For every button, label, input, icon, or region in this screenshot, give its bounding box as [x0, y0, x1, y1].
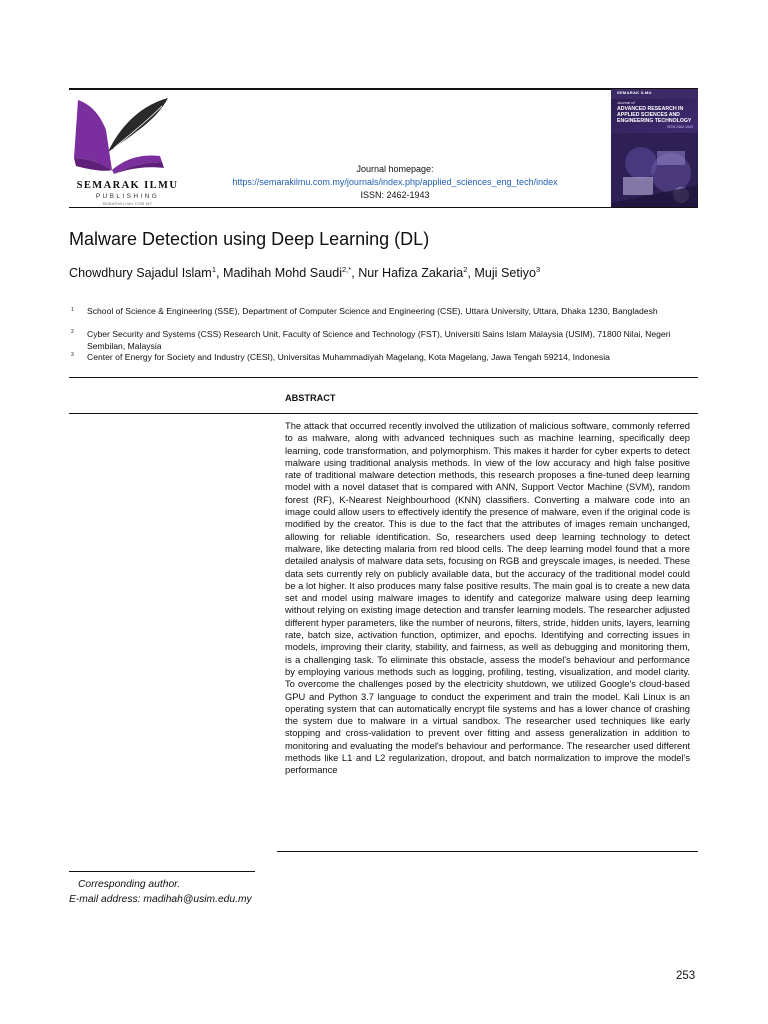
cover-title [617, 106, 695, 124]
journal-homepage-link[interactable]: https://semarakilmu.com.my/journals/index.php/applied_sciences_eng_tech/index [232, 177, 558, 187]
affiliation-text: Cyber Security and Systems (CSS) Research Unit, Faculty of Science and Technology (FST), Universiti Sains Islam Malaysia (USIM), 71800 Nilai, Negeri Sembilan, Malaysia [87, 329, 671, 351]
abstract-top-rule [69, 413, 698, 414]
author-affiliation-mark: 2 [463, 265, 468, 274]
cover-title-line: ADVANCED RESEARCH IN [617, 106, 684, 112]
author-separator: , [351, 266, 359, 280]
header-bottom-rule [69, 207, 698, 208]
publisher-name: SEMARAK ILMU [76, 180, 179, 191]
affiliation-number: 2 [71, 329, 74, 335]
book-feather-icon [70, 92, 180, 182]
author-affiliation-mark: 3 [535, 265, 541, 274]
affiliation-rule [69, 377, 698, 378]
journal-info [190, 163, 600, 202]
issn: ISSN: 2462-1943 [360, 190, 430, 200]
author-list [69, 266, 540, 280]
cover-publisher: SEMARAK ILMU [617, 90, 652, 95]
journal-cover-image [611, 89, 698, 207]
affiliation-text: Center of Energy for Society and Industry (CESI), Universitas Muhammadiyah Magelang, Kota Magelang, Jawa Tengah 59214, Indonesia [87, 352, 610, 362]
author-name: Muji Setiyo [474, 266, 536, 280]
author-affiliation-mark: 2,* [342, 265, 352, 274]
cover-title-line: ENGINEERING TECHNOLOGY [617, 118, 692, 124]
homepage-label: Journal homepage: [356, 164, 434, 174]
author-name: Nur Hafiza Zakaria [358, 266, 464, 280]
author-name: Chowdhury Sajadul Islam [69, 266, 212, 280]
cover-artwork [611, 133, 698, 207]
footnote-rule [69, 871, 255, 872]
page-number: 253 [676, 970, 696, 982]
author-separator: , [467, 266, 475, 280]
cover-journal-of: Journal of [617, 100, 635, 105]
affiliation-text: School of Science & Engineering (SSE), Department of Computer Science and Engineering (CSE), Uttara University, Uttara, Dhaka 1230, Bangladesh [87, 306, 658, 316]
author-name: Madihah Mohd Saudi [222, 266, 343, 280]
abstract-bottom-rule [277, 851, 698, 852]
affiliation-number: 3 [71, 352, 74, 358]
affiliation-number: 1 [71, 307, 74, 313]
header-top-rule [69, 88, 698, 90]
abstract-heading: ABSTRACT [285, 393, 336, 403]
corresponding-email: E-mail address: madihah@usim.edu.my [69, 894, 252, 905]
cover-issn: ISSN 2462-1943 [667, 125, 693, 129]
publisher-tagline: SEMARAKILMU.COM.MY [102, 202, 153, 206]
corresponding-author-note: Corresponding author. [78, 879, 181, 890]
abstract-body: The attack that occurred recently involved the utilization of malicious software, commonly referred to as malware, along with advanced techniques such as machine learning, specifically deep learning, code transformation, and polymorphism. This makes it harder for cyber experts to detect malware using traditional analysis methods. In view of the low accuracy and high false positive rate of traditional malware detection methods, this research proposes a fine-tuned deep learning model with a novel dataset that is compared with ANN, Support Vector Machine (SVM), random forest (RF), K-Nearest Neighbourhood (KNN) classifiers. Converting a malware code into an image could allow users to effectively identify the presence of malware, even if the original code is modified by the creator. This is due to the fact that the attributes of images remain unchanged, allowing for reliable identification. So, researchers used deep learning technology to detect malware, like detecting malaria from red blood cells. The deep learning model found that a more detailed analysis of malware data sets, focusing on RGB and greyscale images, is needed. These data sets currently rely on publicly available data, but the accuracy of the traditional model could be a lot higher. It also produces many false positive results. The main goal is to create a new data set and model using malware images to identify and categorize malware using deep learning without relying on existing image detection and transfer learning models. The researcher adjusted different hyper parameters, like the number of neurons, filters, stride, hidden units, layers, learning rate, batch size, activation function, optimizer, and epochs. Identifying and correcting issues in models, improving their clarity, stability, and fairness, as well as debugging and monitoring them, is a challenging task. To eliminate this obstacle, assess the model's behaviour and performance by employing various methods such as logging, profiling, testing, visualization, and model clarity. To overcome the challenges posed by the electricity shutdown, we utilized Google's cloud-based GPU and Python 3.7 language to conduct the experiment and train the model. Kali Linux is an operating system that can automatically encrypt file systems and has a lower chance of crashing the system due to malware in a virtual sandbox. The researcher used techniques like early stopping and cross-validation to prevent over fitting and assess generalization in addition to monitoring and evaluating the model's behaviour and performance. The researcher used different methods like L1 and L2 regularization, dropout, and batch normalization to improve the model's performance [285, 421, 690, 776]
publisher-sub: PUBLISHING [95, 193, 160, 200]
author-separator: , [215, 266, 223, 280]
author-affiliation-mark: 1 [211, 265, 216, 274]
cover-title-line: APPLIED SCIENCES AND [617, 112, 680, 118]
paper-title: Malware Detection using Deep Learning (DL) [69, 229, 430, 249]
